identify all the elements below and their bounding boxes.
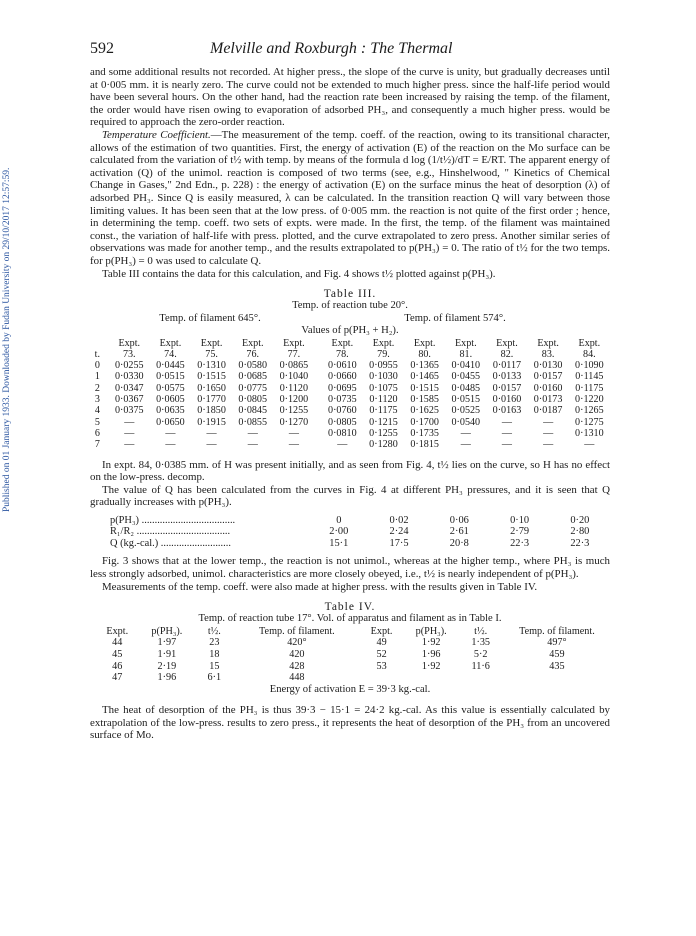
table3-spacer bbox=[314, 338, 321, 349]
table3-cell: 0·1120 bbox=[369, 394, 398, 406]
table3-cell: — bbox=[337, 439, 348, 451]
table3-header-cell: Expt. bbox=[118, 337, 141, 349]
q-table-cell: 2·24 bbox=[389, 526, 409, 538]
table3-cell: 0·0525 bbox=[451, 405, 481, 417]
table3-header-row bbox=[86, 349, 610, 360]
table3-cell: 0·1815 bbox=[410, 439, 439, 451]
table3-expt-number: 79. bbox=[377, 348, 390, 360]
table4-cell: 47 bbox=[112, 672, 123, 684]
table4-header-cell: Temp. of filament. bbox=[519, 625, 595, 637]
table3-cell: — bbox=[124, 416, 135, 428]
table3-cell: 0·0187 bbox=[533, 405, 563, 417]
table3-cell: — bbox=[247, 427, 258, 439]
table4-cell: 5·2 bbox=[473, 648, 488, 660]
table4-cell: 45 bbox=[112, 648, 123, 660]
table3-spacer bbox=[314, 383, 321, 394]
table3-cell: 0·0760 bbox=[328, 405, 357, 417]
table3-header-cell: Expt. bbox=[455, 337, 477, 349]
table3-header-cell: Expt. bbox=[372, 337, 395, 349]
table3-row bbox=[86, 417, 610, 428]
table3-cell: 0·0810 bbox=[328, 427, 357, 439]
table3-right-group: Temp. of filament 574°. bbox=[404, 312, 506, 324]
table3-cell: 0·0805 bbox=[328, 416, 357, 428]
table4-header-cell: Temp. of filament. bbox=[259, 625, 335, 637]
table3-cell: 0·1850 bbox=[197, 405, 226, 417]
table3-cell: 0·1075 bbox=[369, 382, 398, 394]
table3-cell: 0·0133 bbox=[492, 371, 522, 383]
table3-cell: — bbox=[501, 427, 512, 439]
q-table-cell: 2·79 bbox=[510, 526, 530, 538]
table3-row bbox=[86, 360, 610, 371]
table3-cell: 0·0485 bbox=[451, 382, 481, 394]
table3-cell: 0·1280 bbox=[369, 439, 398, 451]
table3-header-cell: Expt. bbox=[413, 337, 436, 349]
table3-cell: 0·0635 bbox=[156, 405, 185, 417]
table3-t-header: t. bbox=[94, 348, 100, 360]
table3-cell: — bbox=[288, 427, 299, 439]
table3-cell: 0·0157 bbox=[492, 382, 522, 394]
table3-cell: 0·0160 bbox=[492, 394, 522, 406]
table3-cell: 0·0540 bbox=[451, 416, 481, 428]
table3-cell: 0·1090 bbox=[575, 360, 604, 372]
table4-footer: Energy of activation E = 39·3 kg.-cal. bbox=[269, 683, 431, 695]
table3-left-group: Temp. of filament 645°. bbox=[159, 312, 261, 324]
table3-expt-number: 80. bbox=[418, 348, 431, 360]
table3-expt-number: 78. bbox=[336, 348, 349, 360]
table3-t-value: 0 bbox=[94, 360, 100, 372]
table3-cell: 0·0775 bbox=[238, 382, 268, 394]
table4-row bbox=[94, 637, 610, 649]
table3-cell: — bbox=[543, 439, 554, 451]
table3-cell: 0·0660 bbox=[328, 371, 357, 383]
q-table-cell: 0·02 bbox=[389, 514, 409, 526]
table3-cell: — bbox=[501, 439, 512, 451]
table4-cell bbox=[458, 672, 504, 684]
table3-cell: — bbox=[247, 439, 258, 451]
q-table-label: p(PH₃) .................................... bbox=[110, 514, 236, 526]
table3-cell: 0·0685 bbox=[238, 371, 268, 383]
table3-header-cell: Expt. bbox=[537, 337, 559, 349]
table4-cell: 2·19 bbox=[157, 660, 177, 672]
table4-cell bbox=[405, 672, 458, 684]
table3-expt-number: 73. bbox=[122, 348, 136, 360]
table3-cell: 0·1145 bbox=[575, 371, 604, 383]
q-table-cell: 17·5 bbox=[389, 537, 409, 549]
table4-cell: 15 bbox=[209, 660, 220, 672]
table3-row bbox=[86, 405, 610, 416]
table3-cell: 0·0865 bbox=[279, 360, 309, 372]
table4-cell: 1·91 bbox=[157, 648, 177, 660]
table4-cell: 497° bbox=[547, 637, 567, 649]
table3-cell: 0·1270 bbox=[279, 416, 309, 428]
table3-cell: 0·1365 bbox=[410, 360, 439, 372]
table3-cell: 0·1215 bbox=[369, 416, 398, 428]
table3-cell: 0·0605 bbox=[156, 394, 185, 406]
table3-cell: 0·0160 bbox=[533, 382, 563, 394]
section-heading: Temperature Coefficient. bbox=[102, 128, 211, 141]
table3-caption: Table III. bbox=[323, 288, 377, 301]
table3-cell: 0·1310 bbox=[575, 427, 604, 439]
table3-cell: 0·1625 bbox=[410, 405, 439, 417]
table3-header-cell: Expt. bbox=[496, 337, 518, 349]
table3-spacer bbox=[314, 417, 321, 428]
table3-cell: 0·1465 bbox=[410, 371, 439, 383]
table3-cell: 0·0157 bbox=[533, 371, 563, 383]
table3-cell: 0·0845 bbox=[238, 405, 268, 417]
table3-t-value: 1 bbox=[94, 371, 100, 383]
table3-row bbox=[86, 428, 610, 439]
table4-cell bbox=[504, 672, 610, 684]
paragraph: Fig. 3 shows that at the lower temp., the reaction is not unimol., whereas at the higher temp., where PH₃ is much less strongly adsorbed, unimol. characteristics are more closely obeyed, i.e., t½ is nearly independent of p(PH₃). bbox=[90, 555, 610, 581]
table3-cell: 0·1650 bbox=[197, 382, 226, 394]
table3-t-value: 2 bbox=[94, 382, 100, 394]
table4-cell: 6·1 bbox=[207, 672, 222, 684]
table4-cell: 428 bbox=[289, 660, 305, 672]
table3-cell: — bbox=[584, 439, 595, 451]
table3-groups bbox=[90, 313, 610, 326]
table3-values-label: Values of p(PH₃ + H₂). bbox=[301, 325, 399, 337]
table4-subtitle: Temp. of reaction tube 17°. Vol. of apparatus and filament as in Table I. bbox=[198, 613, 502, 625]
table3-spacer bbox=[314, 360, 321, 371]
q-table-cell: 2·80 bbox=[570, 526, 590, 538]
table3-cell: 0·0130 bbox=[533, 360, 563, 372]
table3-cell: 0·0347 bbox=[114, 382, 144, 394]
table3-cell: 0·0163 bbox=[492, 405, 522, 417]
table3-cell: 0·0445 bbox=[156, 360, 185, 372]
table3-cell: 0·1120 bbox=[279, 382, 308, 394]
table3-expt-number: 74. bbox=[164, 348, 177, 360]
table3-cell: 0·0805 bbox=[238, 394, 268, 406]
table3-expt-number: 84. bbox=[583, 348, 596, 360]
table4 bbox=[94, 626, 610, 684]
table4-cell bbox=[358, 672, 405, 684]
paragraph: The value of Q has been calculated from the curves in Fig. 4 at different PH₃ pressures, and it is seen that Q gradually increases with p(PH₃). bbox=[90, 483, 610, 509]
table4-cell: 18 bbox=[209, 648, 220, 660]
table3-cell: — bbox=[124, 439, 135, 451]
table3-cell: 0·0955 bbox=[369, 360, 398, 372]
q-table-cell: 22·3 bbox=[510, 537, 530, 549]
table3-cell: 0·1310 bbox=[197, 360, 226, 372]
table3-cell: — bbox=[543, 416, 554, 428]
table3-expt-number: 83. bbox=[541, 348, 555, 360]
paragraph: and some additional results not recorded. At higher press., the slope of the curve is unity, but gradually decreases until at 0·005 mm. it is nearly zero. The curve could not be extended to much higher press. since the half-life period would have been several hours. On the other hand, had the reaction rate been increased by raising the temp. of the filament, the order would have risen owing to evaporation of adsorbed PH₃, and consequently a much higher press. would be required to approach the zero-order reaction. bbox=[90, 66, 610, 129]
table3-cell: — bbox=[288, 439, 299, 451]
table3-expt-number: 75. bbox=[205, 348, 218, 360]
table3-corner bbox=[86, 338, 109, 349]
table3-cell: 0·1200 bbox=[279, 394, 309, 406]
table4-header-cell: p(PH₃). bbox=[151, 625, 183, 637]
table3-cell: 0·0610 bbox=[328, 360, 357, 372]
running-title: Melville and Roxburgh : The Thermal bbox=[210, 40, 453, 57]
table3-cell: 0·1255 bbox=[279, 405, 309, 417]
table4-cell: 52 bbox=[376, 648, 387, 660]
table4-cell: 459 bbox=[549, 648, 565, 660]
table3-row bbox=[86, 394, 610, 405]
table3-cell: 0·1030 bbox=[369, 371, 398, 383]
table4-cell: 49 bbox=[376, 637, 387, 649]
table4-caption: Table IV. bbox=[324, 601, 376, 614]
table4-cell: 1·96 bbox=[157, 672, 177, 684]
table4-row bbox=[94, 661, 610, 673]
table3-spacer bbox=[314, 394, 321, 405]
table3-cell: 0·0173 bbox=[533, 394, 563, 406]
q-table-cell: 20·8 bbox=[449, 537, 469, 549]
table4-cell: 23 bbox=[209, 637, 220, 649]
q-table-row bbox=[108, 538, 610, 550]
table3-cell: 0·0117 bbox=[492, 360, 522, 372]
table3-row bbox=[86, 383, 610, 394]
table4-cell: 1·96 bbox=[421, 648, 441, 660]
download-watermark: Published on 01 January 1933. Downloaded by Fudan University on 29/10/2017 12:57:59. bbox=[2, 167, 12, 513]
table3-cell: — bbox=[124, 427, 135, 439]
table3-cell: 0·0580 bbox=[238, 360, 268, 372]
table3-cell: — bbox=[543, 427, 554, 439]
running-header bbox=[90, 40, 610, 58]
paragraph: Measurements of the temp. coeff. were also made at higher press. with the results given in Table IV. bbox=[102, 580, 538, 593]
table3-cell: 0·1275 bbox=[575, 416, 604, 428]
table3-cell: 0·1255 bbox=[369, 427, 398, 439]
table3-spacer bbox=[314, 405, 321, 416]
table3-cell: 0·1515 bbox=[197, 371, 226, 383]
table3-cell: — bbox=[460, 439, 471, 451]
table4-cell: 46 bbox=[112, 660, 123, 672]
table4-header-cell: p(PH₃). bbox=[415, 625, 447, 637]
paragraph: Table III contains the data for this calculation, and Fig. 4 shows t½ plotted against p(PH₃). bbox=[102, 267, 496, 280]
table3-expt-number: 81. bbox=[459, 348, 473, 360]
paragraph bbox=[90, 129, 610, 268]
q-table-label: Q (kg.-cal.) ........................... bbox=[110, 537, 231, 549]
table4-cell: 1·92 bbox=[421, 637, 441, 649]
table4-header-cell: t½. bbox=[474, 625, 488, 637]
table3-cell: 0·1700 bbox=[410, 416, 439, 428]
q-table-cell: 0 bbox=[336, 514, 342, 526]
table3-subtitle: Temp. of reaction tube 20°. bbox=[292, 300, 408, 312]
table3-cell: 0·0735 bbox=[328, 394, 357, 406]
table3-cell: 0·1515 bbox=[410, 382, 439, 394]
table3-spacer bbox=[314, 371, 321, 382]
q-table bbox=[108, 515, 610, 550]
table3-cell: 0·1915 bbox=[197, 416, 226, 428]
table3-header-row bbox=[86, 338, 610, 349]
table3-cell: 0·1265 bbox=[575, 405, 604, 417]
q-table-cell: 0·06 bbox=[449, 514, 469, 526]
table3-header-cell: Expt. bbox=[331, 337, 354, 349]
table4-cell: 1·92 bbox=[421, 660, 441, 672]
page-number: 592 bbox=[90, 40, 114, 57]
table3-cell: — bbox=[460, 427, 471, 439]
table4-cell: 44 bbox=[112, 637, 123, 649]
table3-cell: 0·1220 bbox=[575, 394, 604, 406]
table3-spacer bbox=[314, 428, 321, 439]
table4-cell: 448 bbox=[289, 672, 305, 684]
table4-cell: 1·97 bbox=[157, 637, 177, 649]
table3-spacer bbox=[314, 349, 321, 360]
table3-cell: 0·0330 bbox=[114, 371, 144, 383]
table3-cell: — bbox=[165, 427, 176, 439]
table4-cell: 420 bbox=[289, 648, 305, 660]
table3-cell: 0·1735 bbox=[410, 427, 439, 439]
table3-cell: 0·0515 bbox=[156, 371, 185, 383]
table3-t-value: 4 bbox=[94, 405, 100, 417]
paragraph-text: —The measurement of the temp. coeff. of the reaction, owing to its transitional character, allows of the estimation of two quantities. First, the energy of activation (E) of the reaction on the Mo surface can be calculated from the variation of t½ with temp. by means of the formula d log (1/t½)/dT = E/RT. The apparent energy of activation (Q) of the unimol. reaction is composed of two terms (see, e.g., Hinshelwood, " Kinetics of Chemical Change in Gases," 2nd Edn., p. 228) : the energy of activation (E) on the surface minus the heat of desorption (λ) of adsorbed PH₃. Since Q is easily measured, λ can be calculated. In the transition reaction Q will vary between those limiting values. It has been seen that at the low press. of 0·005 mm. the reaction is not quite of the first order ; hence, in determining the temp. coeff. two sets of expts. were made. In the first, the temp. of the filament was maintained const., the variation of half-life with press. plotted, and the curve extrapolated to zero press. Another similar series of observations was made for another temp., and the results extrapolated to p(PH₃) = 0. The ratio of t½ for the two temps. for p(PH₃) = 0 was used to calculate Q. bbox=[90, 128, 610, 267]
q-table-cell: 2·00 bbox=[329, 526, 349, 538]
table3-cell: — bbox=[501, 416, 512, 428]
table3-spacer bbox=[314, 439, 321, 450]
table3-t-value: 3 bbox=[94, 394, 100, 406]
q-table-row bbox=[108, 515, 610, 527]
table4-header-cell: t½. bbox=[207, 625, 221, 637]
table3-cell: 0·0575 bbox=[156, 382, 185, 394]
table3-cell: — bbox=[165, 439, 176, 451]
q-table-cell: 0·10 bbox=[510, 514, 530, 526]
table3-header-cell: Expt. bbox=[159, 337, 182, 349]
table3-header-cell: Expt. bbox=[578, 337, 601, 349]
table3-t-value: 5 bbox=[94, 416, 100, 428]
paragraph: The heat of desorption of the PH₃ is thus 39·3 − 15·1 = 24·2 kg.-cal. As this value is essentially calculated by extrapolation of the low-press. results to zero press., it represents the heat of desorption of the PH₃ from an uncovered surface of Mo. bbox=[90, 704, 610, 742]
table3-cell: 0·1585 bbox=[410, 394, 439, 406]
table4-cell: 420° bbox=[287, 637, 307, 649]
table3-cell: — bbox=[206, 439, 217, 451]
table3-cell: 0·1040 bbox=[279, 371, 309, 383]
table4-header-cell: Expt. bbox=[106, 625, 129, 637]
table3-cell: 0·0650 bbox=[156, 416, 185, 428]
table3-expt-number: 82. bbox=[500, 348, 514, 360]
table3-header-cell: Expt. bbox=[200, 337, 223, 349]
table3-cell: 0·0375 bbox=[114, 405, 144, 417]
table3-t-value: 7 bbox=[94, 439, 100, 451]
table4-header-row bbox=[94, 626, 610, 638]
q-table-cell: 2·61 bbox=[449, 526, 469, 538]
table3-cell: 0·1770 bbox=[197, 394, 226, 406]
table3-row bbox=[86, 439, 610, 450]
table3-row bbox=[86, 371, 610, 382]
table3-cell: 0·1175 bbox=[369, 405, 398, 417]
table4-cell: 1·35 bbox=[471, 637, 491, 649]
table3-expt-number: 76. bbox=[246, 348, 260, 360]
table3-cell: 0·0367 bbox=[114, 394, 144, 406]
table3-cell: 0·0855 bbox=[238, 416, 268, 428]
table3-cell: 0·0515 bbox=[451, 394, 481, 406]
table3-header-cell: Expt. bbox=[241, 337, 264, 349]
table4-row bbox=[94, 672, 610, 684]
table4-cell: 435 bbox=[549, 660, 565, 672]
table3 bbox=[86, 338, 610, 451]
table3-expt-number: 77. bbox=[287, 348, 301, 360]
table3-cell: 0·1175 bbox=[575, 382, 604, 394]
q-table-label: R₁/R₂ .................................... bbox=[110, 526, 231, 538]
table3-cell: 0·0410 bbox=[451, 360, 481, 372]
q-table-cell: 0·20 bbox=[570, 514, 590, 526]
table3-header-cell: Expt. bbox=[283, 337, 305, 349]
q-table-cell: 22·3 bbox=[570, 537, 590, 549]
table3-cell: 0·0695 bbox=[328, 382, 357, 394]
table3-cell: 0·0455 bbox=[451, 371, 481, 383]
q-table-row bbox=[108, 526, 610, 538]
table4-header-cell: Expt. bbox=[370, 625, 393, 637]
table3-cell: 0·0255 bbox=[114, 360, 144, 372]
q-table-cell: 15·1 bbox=[329, 537, 349, 549]
paragraph: In expt. 84, 0·0385 mm. of H was present initially, and as seen from Fig. 4, t½ lies on the curve, so H has no effect on the low-press. decomp. bbox=[90, 458, 610, 484]
page-content bbox=[90, 40, 610, 742]
table4-row bbox=[94, 649, 610, 661]
table4-cell: 11·6 bbox=[471, 660, 490, 672]
table4-cell: 53 bbox=[376, 660, 387, 672]
table3-t-value: 6 bbox=[94, 427, 100, 439]
table3-cell: — bbox=[206, 427, 217, 439]
